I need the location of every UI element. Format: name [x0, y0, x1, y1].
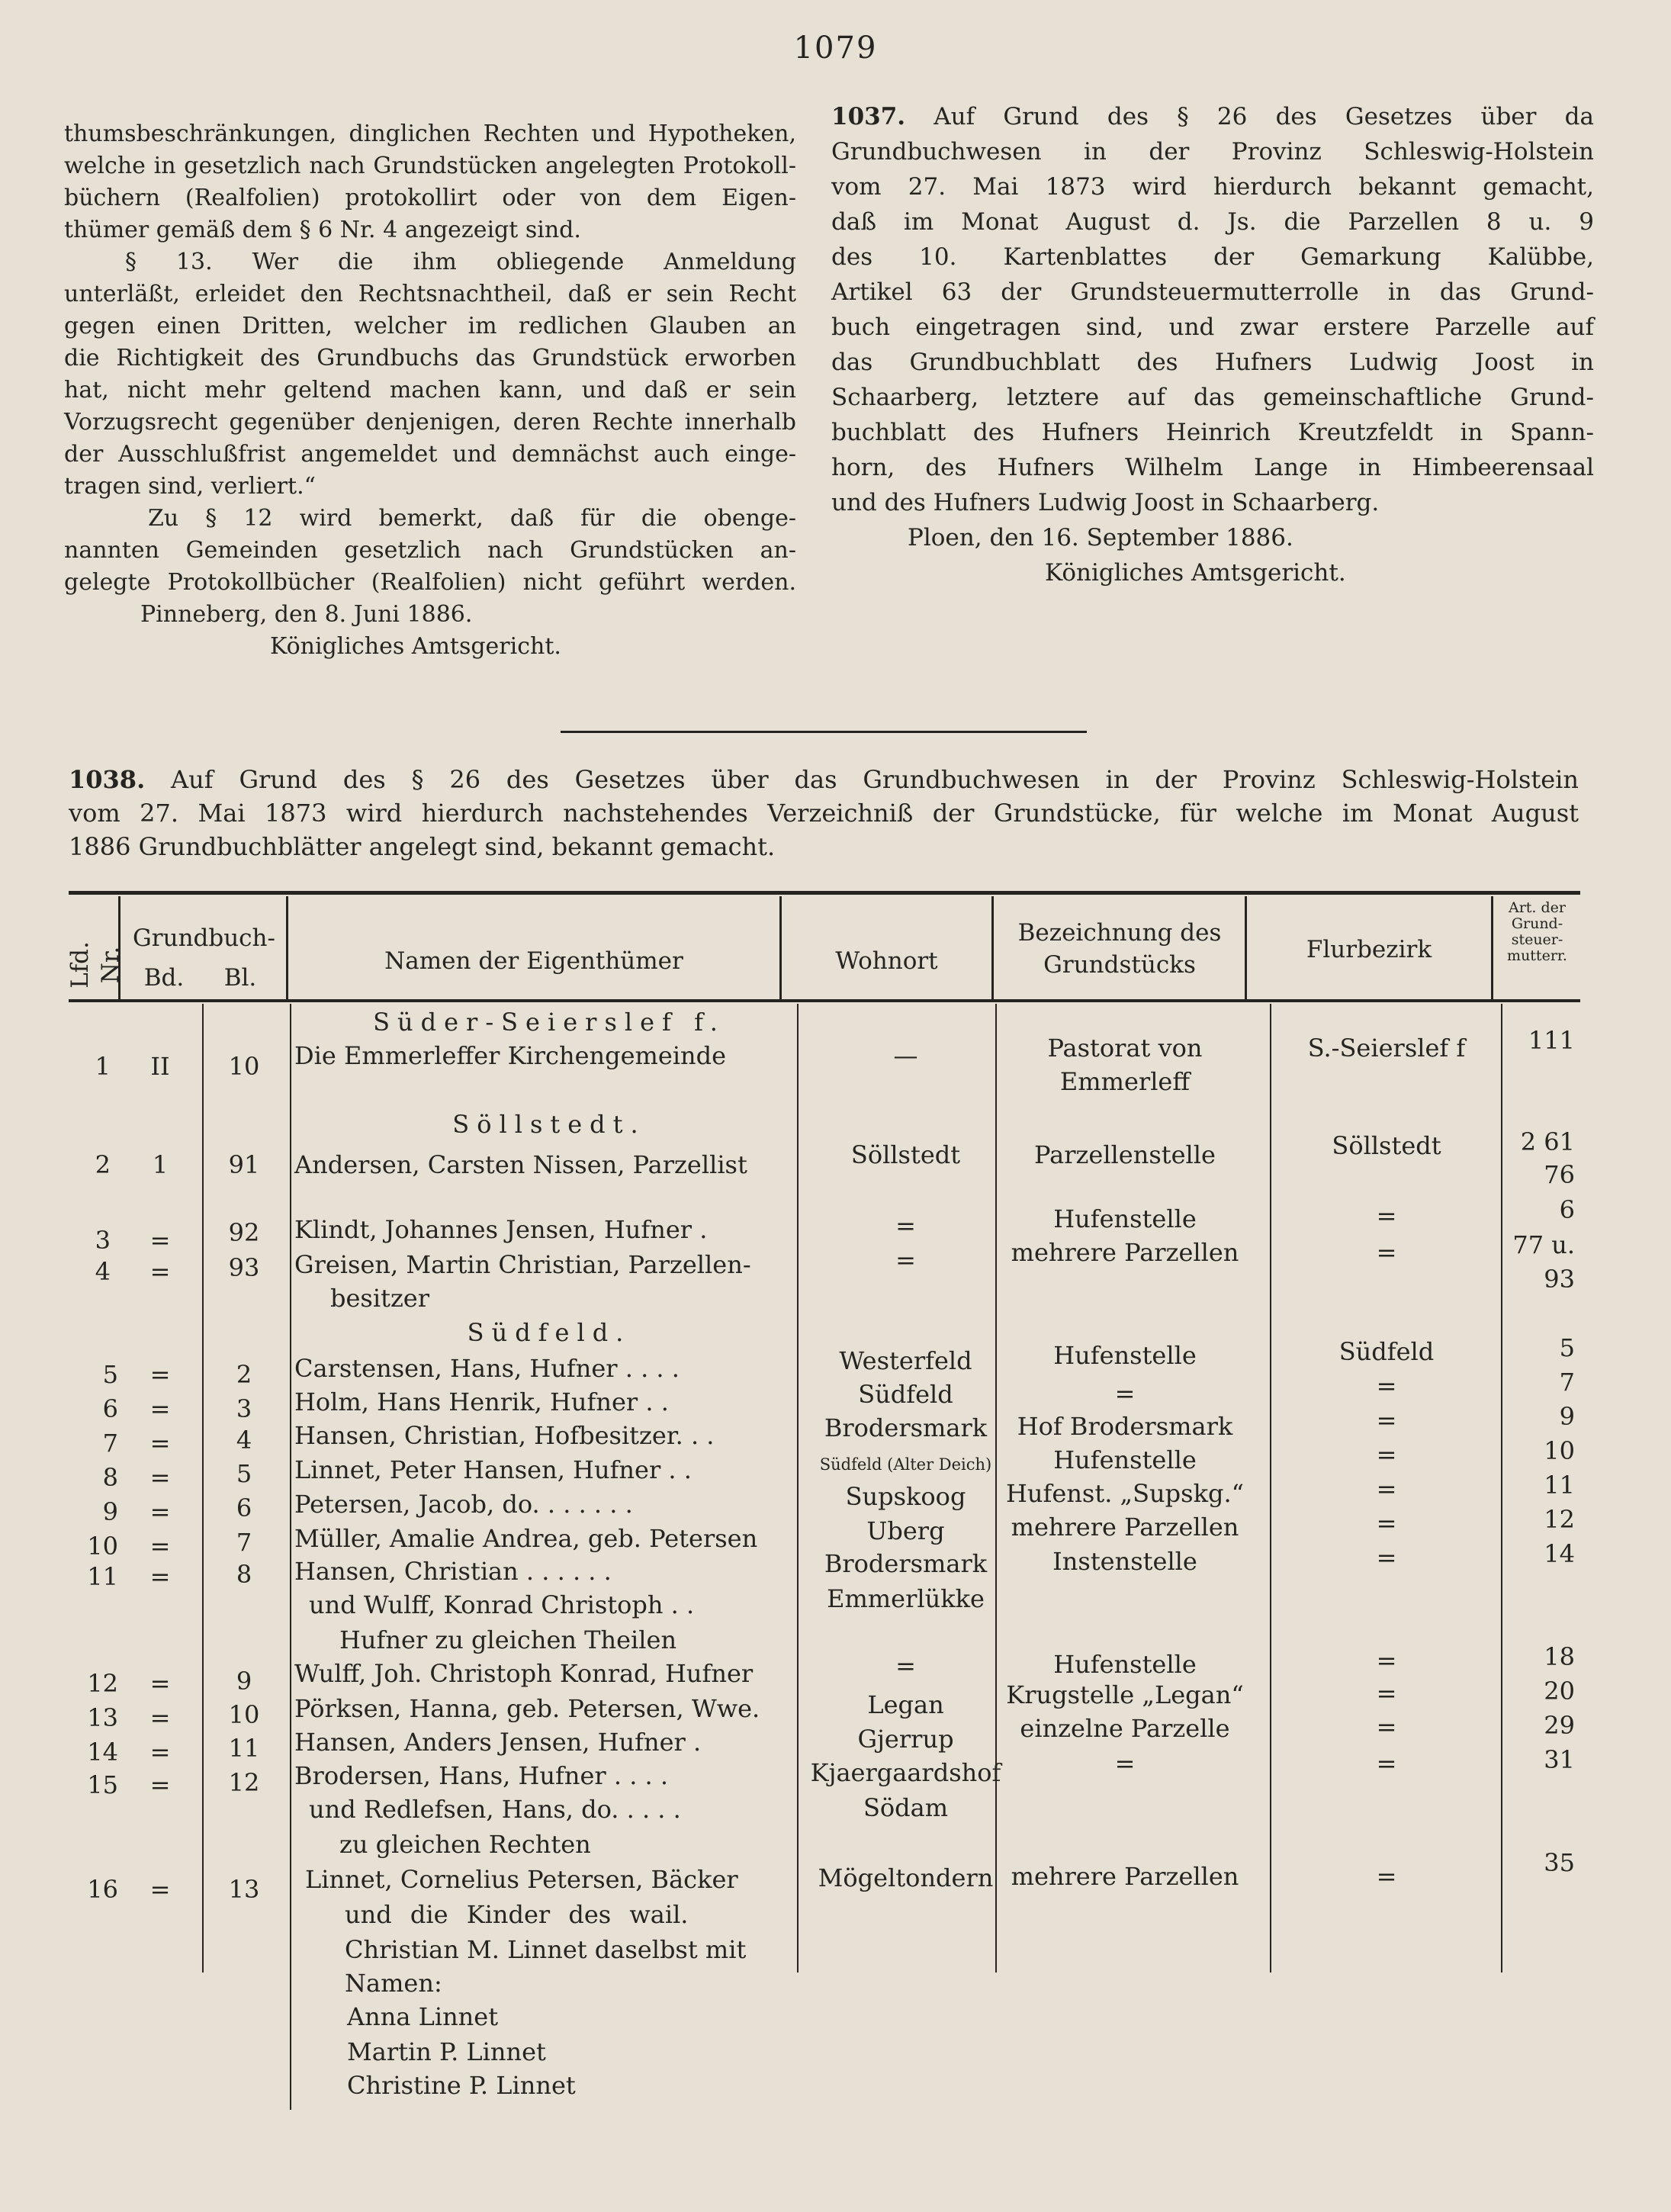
cell-bl: 10	[228, 1700, 260, 1729]
section-13-heading: § 13. Wer die ihm obliegende Anmeldung	[125, 249, 796, 275]
text-line: Zu § 12 wird bemerkt, daß für die obenge-	[148, 505, 796, 532]
cell-name: Die Emmerleffer Kirchengemeinde	[294, 1041, 727, 1070]
header-art-4: mutterr.	[1507, 947, 1567, 964]
text-line: und des Hufners Ludwig Joost in Schaarberg.	[831, 489, 1380, 516]
section-divider	[561, 731, 1087, 733]
text-line: thümer gemäß dem § 6 Nr. 4 angezeigt sind.	[64, 217, 581, 243]
cell-wohnort: =	[895, 1651, 916, 1680]
cell-nr: 7	[102, 1429, 118, 1458]
cell-nr: 3	[95, 1226, 111, 1255]
cell-nr: 16	[87, 1875, 118, 1904]
cell-bd: =	[149, 1703, 171, 1732]
cell-flurbezirk: =	[1376, 1440, 1397, 1469]
cell-name: Klindt, Johannes Jensen, Hufner .	[294, 1215, 708, 1244]
cell-bd: =	[149, 1226, 171, 1255]
text-line: hat, nicht mehr geltend machen kann, und daß er sein	[64, 377, 796, 403]
cell-flurbezirk: =	[1376, 1862, 1397, 1891]
cell-name: Christine P. Linnet	[347, 2071, 576, 2100]
cell-wohnort: Brodersmark	[824, 1549, 988, 1578]
cell-art: 14	[1544, 1539, 1575, 1568]
cell-flurbezirk: =	[1376, 1646, 1397, 1675]
text-line: Vorzugsrecht gegenüber denjenigen, deren Rechte innerhalb	[64, 409, 796, 436]
text-line: buch eingetragen sind, und zwar erstere Parzelle auf	[831, 313, 1594, 341]
column-divider	[1270, 1004, 1271, 1972]
header-art-2: Grund-	[1511, 915, 1563, 932]
right-column-text	[831, 99, 1594, 590]
cell-bezeichnung: mehrere Parzellen	[1011, 1862, 1239, 1891]
cell-bl: 8	[236, 1560, 252, 1589]
column-divider	[202, 1004, 204, 1972]
cell-nr: 12	[87, 1669, 118, 1698]
cell-flurbezirk: Söllstedt	[1332, 1131, 1441, 1160]
cell-bezeichnung: =	[1114, 1749, 1136, 1778]
cell-bl: 11	[228, 1734, 260, 1763]
header-namen: Namen der Eigenthümer	[384, 947, 683, 975]
cell-name: Wulff, Joh. Christoph Konrad, Hufner	[294, 1659, 754, 1688]
cell-wohnort: Gjerrup	[857, 1725, 954, 1754]
cell-flurbezirk: =	[1376, 1679, 1397, 1708]
place-heading: Südfeld.	[467, 1318, 631, 1347]
cell-wohnort: Kjaergaardshof	[810, 1758, 1001, 1787]
notice-number: 1038.	[69, 765, 146, 794]
cell-art: 6	[1559, 1195, 1575, 1224]
header-divider	[286, 896, 288, 999]
notice-number: 1037.	[831, 103, 906, 130]
cell-name: Anna Linnet	[347, 2002, 499, 2031]
cell-bl: 5	[236, 1459, 252, 1488]
court-signature: Königliches Amtsgericht.	[1045, 559, 1346, 587]
cell-nr: 2	[95, 1150, 111, 1179]
cell-flurbezirk: =	[1376, 1474, 1397, 1503]
cell-bezeichnung: Hufenst. „Supskg.“	[1006, 1479, 1244, 1508]
text-line: Artikel 63 der Grundsteuermutterrolle in das Grund-	[831, 278, 1594, 306]
text-line: gegen einen Dritten, welcher im redlichen Glauben an	[64, 313, 796, 339]
cell-bezeichnung: mehrere Parzellen	[1011, 1513, 1239, 1542]
text-line: vom 27. Mai 1873 wird hierdurch nachstehendes Verzeichniß der Grundstücke, für welche im Monat August	[69, 799, 1579, 828]
column-divider	[797, 1004, 799, 1972]
header-flurbezirk: Flurbezirk	[1306, 936, 1432, 963]
header-art: Art. der	[1508, 899, 1566, 916]
cell-flurbezirk: Südfeld	[1338, 1337, 1435, 1366]
cell-bezeichnung: Hufenstelle	[1053, 1650, 1197, 1679]
cell-nr: 10	[87, 1532, 118, 1561]
cell-bl: 93	[228, 1253, 260, 1282]
cell-art: 31	[1544, 1745, 1575, 1774]
cell-bd: =	[149, 1532, 171, 1561]
cell-flurbezirk: =	[1376, 1406, 1397, 1435]
cell-wohnort: Mögeltondern	[818, 1863, 994, 1892]
cell-name: Carstensen, Hans, Hufner . . . .	[294, 1354, 680, 1383]
text-line: Grundbuchwesen in der Provinz Schleswig-Holstein	[831, 138, 1594, 166]
header-bd: Bd.	[143, 964, 185, 992]
text-line: tragen sind, verliert.“	[64, 473, 316, 500]
header-lfd-nr: Lfd. Nr.	[66, 941, 124, 989]
cell-bd: =	[149, 1429, 171, 1458]
text-line: gelegte Protokollbücher (Realfolien) nicht geführt werden.	[64, 569, 796, 596]
cell-bezeichnung: einzelne Parzelle	[1020, 1714, 1230, 1743]
cell-nr: 14	[87, 1738, 118, 1767]
cell-wohnort: Södam	[863, 1793, 949, 1822]
cell-bl: 12	[228, 1768, 260, 1797]
cell-flurbezirk: S.-Seierslef f	[1307, 1034, 1466, 1063]
header-bezeichnung-2: Grundstücks	[1043, 951, 1196, 979]
cell-nr: 11	[87, 1562, 118, 1591]
column-divider	[290, 1004, 291, 2110]
cell-bd: =	[149, 1360, 171, 1389]
cell-flurbezirk: =	[1376, 1509, 1397, 1538]
cell-art: 10	[1544, 1436, 1575, 1465]
cell-art: 77 u.	[1512, 1230, 1575, 1259]
cell-bezeichnung: mehrere Parzellen	[1011, 1238, 1239, 1267]
cell-name: Andersen, Carsten Nissen, Parzellist	[294, 1150, 747, 1179]
cell-nr: 1	[95, 1052, 111, 1081]
text-line: daß im Monat August d. Js. die Parzellen 8 u. 9	[831, 208, 1594, 236]
cell-nr: 9	[102, 1497, 118, 1526]
cell-bd: =	[149, 1257, 171, 1286]
text-line: der Ausschlußfrist angemeldet und demnächst auch einge-	[64, 441, 796, 468]
cell-bezeichnung: Hof Brodersmark	[1017, 1412, 1233, 1441]
cell-wohnort: =	[895, 1211, 916, 1240]
cell-bezeichnung: Hufenstelle	[1053, 1445, 1197, 1474]
text-line: nannten Gemeinden gesetzlich nach Grundstücken an-	[64, 537, 796, 564]
cell-name: Brodersen, Hans, Hufner . . . .	[294, 1761, 669, 1790]
cell-wohnort: Emmerlükke	[827, 1584, 985, 1613]
cell-art: 11	[1544, 1471, 1575, 1500]
cell-flurbezirk: =	[1376, 1749, 1397, 1778]
notice-1038-intro	[69, 763, 1579, 863]
cell-bl: 91	[228, 1150, 260, 1179]
cell-name: Hansen, Christian, Hofbesitzer. . .	[294, 1421, 715, 1450]
place-heading: Söllstedt.	[452, 1110, 646, 1139]
cell-wohnort: =	[895, 1246, 916, 1275]
cell-art: 18	[1544, 1642, 1575, 1671]
cell-name: Hansen, Christian . . . . . .	[294, 1557, 612, 1586]
cell-name: Christian M. Linnet daselbst mit	[345, 1935, 747, 1964]
cell-art: 7	[1559, 1368, 1575, 1397]
cell-bl: 3	[236, 1394, 252, 1423]
cell-name: Martin P. Linnet	[347, 2037, 546, 2066]
cell-name: und Wulff, Konrad Christoph . .	[309, 1590, 695, 1619]
cell-bd: =	[149, 1770, 171, 1799]
cell-art: 2 61	[1520, 1127, 1575, 1156]
text-line: das Grundbuchblatt des Hufners Ludwig Joost in	[831, 349, 1594, 376]
cell-wohnort: —	[893, 1041, 918, 1070]
text-line: des 10. Kartenblattes der Gemarkung Kalübbe,	[831, 243, 1594, 271]
cell-bezeichnung: Hufenstelle	[1053, 1204, 1197, 1233]
text-line: unterläßt, erleidet den Rechtsnachtheil, daß er sein Recht	[64, 281, 796, 307]
cell-wohnort: Söllstedt	[850, 1140, 961, 1169]
place-date: Pinneberg, den 8. Juni 1886.	[140, 601, 473, 628]
cell-name: Petersen, Jacob, do. . . . . . .	[294, 1490, 633, 1519]
cell-name: Linnet, Peter Hansen, Hufner . .	[294, 1455, 692, 1484]
cell-nr: 15	[87, 1770, 118, 1799]
cell-name: Linnet, Cornelius Petersen, Bäcker	[305, 1865, 738, 1894]
header-grundbuch: Grundbuch-	[133, 924, 275, 952]
cell-nr: 4	[95, 1257, 111, 1286]
cell-bd: =	[149, 1562, 171, 1591]
cell-name: Hufner zu gleichen Theilen	[339, 1625, 677, 1654]
cell-wohnort: Supskoog	[845, 1482, 966, 1511]
text-line: Schaarberg, letztere auf das gemeinschaftliche Grund-	[831, 384, 1594, 411]
cell-art: 76	[1544, 1160, 1575, 1189]
cell-bezeichnung: =	[1114, 1379, 1136, 1408]
text-line: Auf Grund des § 26 des Gesetzes über da	[934, 103, 1594, 130]
cell-art: 111	[1528, 1026, 1575, 1055]
cell-bezeichnung: Hufenstelle	[1053, 1341, 1197, 1370]
cell-name: und die Kinder des wail.	[345, 1900, 689, 1929]
cell-bd: =	[149, 1875, 171, 1904]
cell-name: besitzer	[330, 1284, 430, 1313]
header-bl: Bl.	[223, 964, 257, 992]
text-line: vom 27. Mai 1873 wird hierdurch bekannt gemacht,	[831, 173, 1594, 201]
cell-art: 12	[1544, 1505, 1575, 1534]
cell-wohnort: Südfeld	[858, 1380, 953, 1409]
cell-wohnort: Uberg	[866, 1516, 945, 1545]
cell-art: 29	[1544, 1711, 1575, 1740]
table-header-rule	[69, 999, 1580, 1002]
cell-art: 9	[1559, 1402, 1575, 1431]
cell-flurbezirk: =	[1376, 1238, 1397, 1267]
page-number: 1079	[793, 31, 878, 66]
cell-nr: 8	[102, 1463, 118, 1492]
cell-flurbezirk: =	[1376, 1543, 1397, 1572]
text-line: buchblatt des Hufners Heinrich Kreutzfeldt in Spann-	[831, 419, 1594, 446]
header-bezeichnung: Bezeichnung des	[1017, 919, 1222, 947]
cell-art: 20	[1544, 1677, 1575, 1706]
text-line: die Richtigkeit des Grundbuchs das Grundstück erworben	[64, 345, 796, 371]
cell-bezeichnung: Pastorat von	[1047, 1034, 1203, 1063]
text-line: 1886 Grundbuchblätter angelegt sind, bekannt gemacht.	[69, 832, 776, 861]
cell-bezeichnung: Parzellenstelle	[1034, 1140, 1216, 1169]
header-art-3: steuer-	[1511, 931, 1563, 948]
cell-bl: 7	[236, 1528, 252, 1557]
cell-wohnort: Brodersmark	[824, 1413, 988, 1442]
cell-name: Pörksen, Hanna, geb. Petersen, Wwe.	[294, 1694, 760, 1723]
cell-bl: 13	[228, 1875, 260, 1904]
cell-name: Greisen, Martin Christian, Parzellen-	[294, 1250, 751, 1279]
place-heading: Süder-Seierslef f.	[373, 1008, 725, 1037]
cell-wohnort: Westerfeld	[839, 1346, 972, 1375]
cell-bl: 10	[228, 1052, 260, 1081]
cell-bd: =	[149, 1497, 171, 1526]
cell-bd: 1	[152, 1150, 169, 1179]
cell-bezeichnung: Emmerleff	[1059, 1067, 1191, 1096]
cell-name: Namen:	[345, 1969, 442, 1998]
cell-flurbezirk: =	[1376, 1371, 1397, 1400]
text-line: horn, des Hufners Wilhelm Lange in Himbeerensaal	[831, 454, 1594, 481]
cell-name: Hansen, Anders Jensen, Hufner .	[294, 1728, 702, 1757]
cell-art: 5	[1559, 1333, 1575, 1362]
cell-art: 35	[1544, 1848, 1575, 1877]
cell-name: zu gleichen Rechten	[339, 1830, 591, 1859]
text-line: büchern (Realfolien) protokollirt oder von dem Eigen-	[64, 185, 796, 211]
cell-wohnort: Legan	[867, 1690, 944, 1719]
cell-bl: 6	[236, 1493, 252, 1522]
cell-bd: =	[149, 1463, 171, 1492]
cell-bd: =	[149, 1669, 171, 1698]
cell-bl: 9	[236, 1667, 252, 1696]
court-signature: Königliches Amtsgericht.	[270, 633, 561, 660]
cell-bezeichnung: Krugstelle „Legan“	[1006, 1680, 1244, 1709]
cell-name: Müller, Amalie Andrea, geb. Petersen	[294, 1524, 758, 1553]
cell-bd: =	[149, 1738, 171, 1767]
header-wohnort: Wohnort	[835, 947, 938, 975]
cell-wohnort: Südfeld (Alter Deich)	[819, 1455, 992, 1474]
text-line: Auf Grund des § 26 des Gesetzes über das Grundbuchwesen in der Provinz Schleswig-Holstein	[171, 765, 1579, 794]
table-top-rule	[69, 891, 1580, 895]
cell-name: und Redlefsen, Hans, do. . . . .	[309, 1795, 681, 1824]
text-line: welche in gesetzlich nach Grundstücken angelegten Protokoll-	[64, 153, 796, 179]
cell-nr: 5	[102, 1360, 118, 1389]
cell-bd: =	[149, 1394, 171, 1423]
text-line: thumsbeschränkungen, dinglichen Rechten und Hypotheken,	[64, 121, 796, 147]
cell-bd: II	[150, 1052, 170, 1081]
cell-bl: 2	[236, 1360, 252, 1389]
cell-nr: 6	[102, 1394, 118, 1423]
cell-nr: 13	[87, 1703, 118, 1732]
left-column-text	[64, 118, 796, 663]
cell-flurbezirk: =	[1376, 1712, 1397, 1741]
cell-bezeichnung: Instenstelle	[1052, 1547, 1197, 1576]
cell-bl: 92	[228, 1218, 260, 1247]
cell-name: Holm, Hans Henrik, Hufner . .	[294, 1387, 669, 1416]
cell-art: 93	[1544, 1265, 1575, 1294]
cell-bl: 4	[236, 1426, 252, 1455]
cell-flurbezirk: =	[1376, 1201, 1397, 1230]
place-date: Ploen, den 16. September 1886.	[908, 524, 1293, 551]
